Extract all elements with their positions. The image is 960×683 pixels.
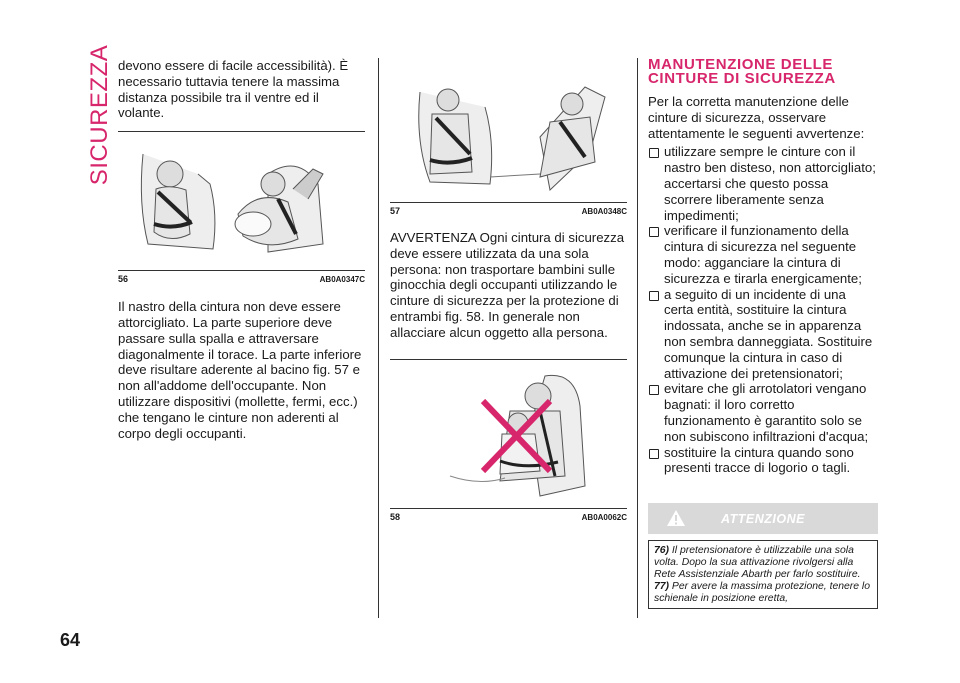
figure-code: AB0A0062C	[581, 512, 627, 522]
figure-number: 58	[390, 511, 401, 522]
section-heading: MANUTENZIONE DELLE CINTURE DI SICUREZZA	[648, 56, 836, 87]
section-tab-label: SICUREZZA	[86, 44, 113, 186]
warning-item	[654, 545, 872, 581]
warning-text: Il pretensionatore è utilizzabile una sola volta. Dopo la sua attivazione rivolgersi alla Rete Assistenziale Abarth per farlo sostituire.	[654, 545, 861, 581]
pregnant-seatbelt-illustration	[118, 144, 365, 264]
warning-item	[654, 581, 872, 605]
warning-header	[648, 503, 878, 534]
column-2	[390, 58, 627, 522]
paragraph-warning: AVVERTENZA Ogni cintura di sicurezza deve essere utilizzata da una sola persona: non trasportare bambini sulle ginocchia degli occupanti utilizzando le cinture di sicurezza per la protezione di entrambi fig. 58. In generale non allacciare alcun oggetto alla persona.	[390, 230, 625, 340]
figure-top-rule	[390, 359, 627, 360]
warning-title: ATTENZIONE	[721, 511, 805, 526]
bullet-list	[648, 144, 878, 476]
column-1	[118, 58, 365, 441]
warning-number: 76)	[654, 545, 670, 557]
bullet-box-icon	[649, 148, 659, 158]
figure-caption	[390, 512, 627, 522]
figure-56	[118, 144, 365, 264]
figure-code: AB0A0348C	[581, 207, 627, 216]
child-on-lap-illustration	[390, 366, 627, 506]
figure-number: 57	[390, 206, 401, 216]
bullet-box-icon	[649, 449, 659, 459]
figure-58	[390, 366, 627, 506]
bullet-box-icon	[649, 291, 659, 301]
figure-bottom-rule	[390, 508, 627, 509]
figure-bottom-rule	[390, 202, 627, 203]
figure-caption	[390, 206, 627, 216]
figure-bottom-rule	[118, 270, 365, 271]
page-number: 64	[60, 630, 81, 650]
warning-number: 77)	[654, 581, 670, 593]
paragraph-body: Il nastro della cintura non deve essere attorcigliato. La parte superiore deve passare sulla spalla e attraversare diagonalmente il torace. La parte inferiore deve risultare aderente al bacino fig. 57 e non all'addome dell'occupante. Non utilizzare dispositivi (mollette, fermi, ecc.) che tengano le cinture non aderenti al corpo degli occupanti.	[118, 299, 362, 441]
section-tab	[80, 44, 120, 186]
figure-number: 56	[118, 274, 129, 285]
list-item: utilizzare sempre le cinture con il nastro ben disteso, non attorcigliato; accertarsi che questo possa scorrere liberamente senza impedimenti;	[648, 144, 878, 223]
warning-box	[648, 540, 878, 609]
bullet-box-icon	[649, 227, 659, 237]
list-item: evitare che gli arrotolatori vengano bagnati: il loro corretto funzionamento è garantito solo se non subiscono infiltrazioni d'acqua;	[648, 381, 878, 444]
paragraph-intro: devono essere di facile accessibilità). È necessario tuttavia tenere la massima distanza possibile tra il ventre ed il volante.	[118, 58, 349, 121]
figure-caption	[118, 274, 365, 284]
warning-triangle-icon	[666, 509, 686, 527]
list-item: a seguito di un incidente di una certa entità, sostituire la cintura indossata, anche se in apparenza non sembra danneggiata. Sostituire comunque la cintura in caso di attivazione dei pretensionatori;	[648, 287, 878, 382]
seatbelt-position-illustration	[390, 62, 627, 197]
figure-top-rule	[118, 131, 365, 132]
list-item: sostituire la cintura quando sono presenti tracce di logorio o tagli.	[648, 445, 878, 477]
figure-57	[390, 62, 627, 197]
paragraph-intro: Per la corretta manutenzione delle cinture di sicurezza, osservare attentamente le seguenti avvertenze:	[648, 94, 865, 141]
column-divider	[637, 58, 638, 618]
column-3	[648, 58, 878, 609]
warning-text: Per avere la massima protezione, tenere lo schienale in posizione eretta,	[654, 581, 871, 605]
list-item: verificare il funzionamento della cintura di sicurezza nel seguente modo: agganciare la cintura di sicurezza e tirarla energicamente;	[648, 223, 878, 286]
column-divider	[378, 58, 379, 618]
figure-code: AB0A0347C	[319, 275, 365, 285]
bullet-box-icon	[649, 385, 659, 395]
